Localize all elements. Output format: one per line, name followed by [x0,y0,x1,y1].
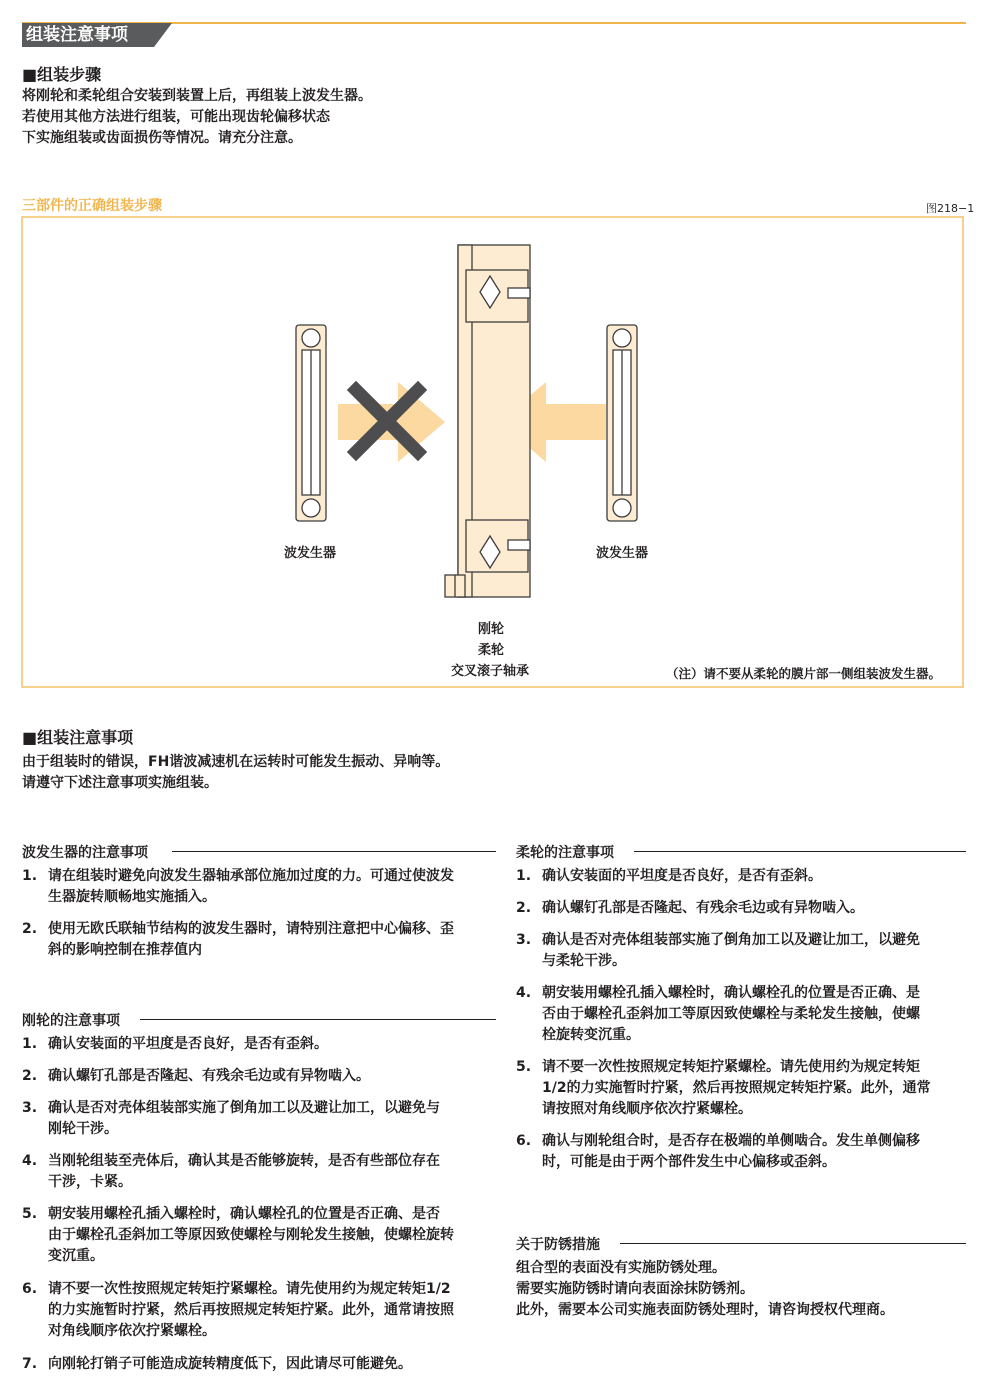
list-item: 1. 确认安装面的平坦度是否良好，是否有歪斜。 [22,1036,328,1052]
list-item: 2. 确认螺钉孔部是否隆起、有残余毛边或有异物啮入。 [516,900,864,916]
figure-caption: 三部件的正确组装步骤 [22,198,162,214]
heading-rule [172,851,496,852]
precautions-line: 请遵守下述注意事项实施组装。 [22,775,218,791]
list-item: 4. 朝安装用螺栓孔插入螺栓时，确认螺栓孔的位置是否正确、是 否由于螺栓孔歪斜加工等原因致使螺栓与柔轮发生接触，使螺 栓旋转变沉重。 [516,985,920,1043]
precautions-line: 由于组装时的错误，FH谐波减速机在运转时可能发生振动、异响等。 [22,754,450,770]
list-item: 4. 当刚轮组装至壳体后，确认其是否能够旋转，是否有些部位存在 干涉，卡紧。 [22,1153,440,1190]
heading-rule [140,1019,496,1020]
left-wave-generator-label: 波发生器 [284,546,337,561]
rust-line: 此外，需要本公司实施表面防锈处理时，请咨询授权代理商。 [516,1302,894,1318]
list-item: 5. 朝安装用螺栓孔插入螺栓时，确认螺栓孔的位置是否正确、是否 由于螺栓孔歪斜加工等原因致使螺栓与刚轮发生接触，使螺栓旋转 变沉重。 [22,1206,454,1264]
list-item: 7. 向刚轮打销子可能造成旋转精度低下，因此请尽可能避免。 [22,1356,412,1372]
page-title: 组装注意事项 [26,25,128,45]
bearing-label: 交叉滚子轴承 [451,664,530,679]
figure-number: 图218−1 [926,202,975,215]
steps-line: 下实施组装或齿面损伤等情况。请充分注意。 [22,130,302,146]
list-item: 3. 确认是否对壳体组装部实施了倒角加工以及避让加工，以避免与 刚轮干涉。 [22,1100,440,1137]
right-wave-generator-label: 波发生器 [596,546,649,561]
list-item: 5. 请不要一次性按照规定转矩拧紧螺栓。请先使用约为规定转矩 1/2的力实施暂时拧紧，然后再按照规定转矩拧紧。此外，通常 请按照对角线顺序依次拧紧螺栓。 [516,1059,931,1117]
steps-title: ■组装步骤 [22,65,102,84]
left-wave-generator-drawing [296,325,326,521]
figure-note: （注）请不要从柔轮的膜片部一侧组装波发生器。 [666,666,942,681]
circular-spline-label: 刚轮 [478,622,505,637]
circular-spline-heading: 刚轮的注意事项 [22,1013,120,1029]
rust-line: 组合型的表面没有实施防锈处理。 [516,1260,726,1276]
precautions-title: ■组装注意事项 [22,728,134,747]
heading-rule [620,1243,966,1244]
wave-generator-heading: 波发生器的注意事项 [22,845,148,861]
list-item: 6. 确认与刚轮组合时，是否存在极端的单侧啮合。发生单侧偏移 时，可能是由于两个部件发生中心偏移或歪斜。 [516,1133,920,1170]
rust-line: 需要实施防锈时请向表面涂抹防锈剂。 [516,1281,754,1297]
list-item: 2. 确认螺钉孔部是否隆起、有残余毛边或有异物啮入。 [22,1068,370,1084]
rust-heading: 关于防锈措施 [516,1237,600,1253]
right-wave-generator-drawing [607,325,637,521]
center-assembly-drawing [445,245,530,597]
list-item: 1. 请在组装时避免向波发生器轴承部位施加过度的力。可通过使波发 生器旋转顺畅地实施插入。 [22,868,454,905]
list-item: 1. 确认安装面的平坦度是否良好，是否有歪斜。 [516,868,822,884]
steps-line: 将刚轮和柔轮组合安装到装置上后，再组装上波发生器。 [22,88,372,104]
steps-line: 若使用其他方法进行组装，可能出现齿轮偏移状态 [22,109,330,125]
list-item: 2. 使用无欧氏联轴节结构的波发生器时，请特别注意把中心偏移、歪 斜的影响控制在推荐值内 [22,921,454,958]
flexspline-heading: 柔轮的注意事项 [516,845,614,861]
list-item: 3. 确认是否对壳体组装部实施了倒角加工以及避让加工，以避免 与柔轮干涉。 [516,932,920,969]
list-item: 6. 请不要一次性按照规定转矩拧紧螺栓。请先使用约为规定转矩1/2 的力实施暂时拧紧，然后再按照规定转矩拧紧。此外，通常请按照 对角线顺序依次拧紧螺栓。 [22,1281,454,1339]
flexspline-label: 柔轮 [478,643,505,658]
heading-rule [634,851,966,852]
